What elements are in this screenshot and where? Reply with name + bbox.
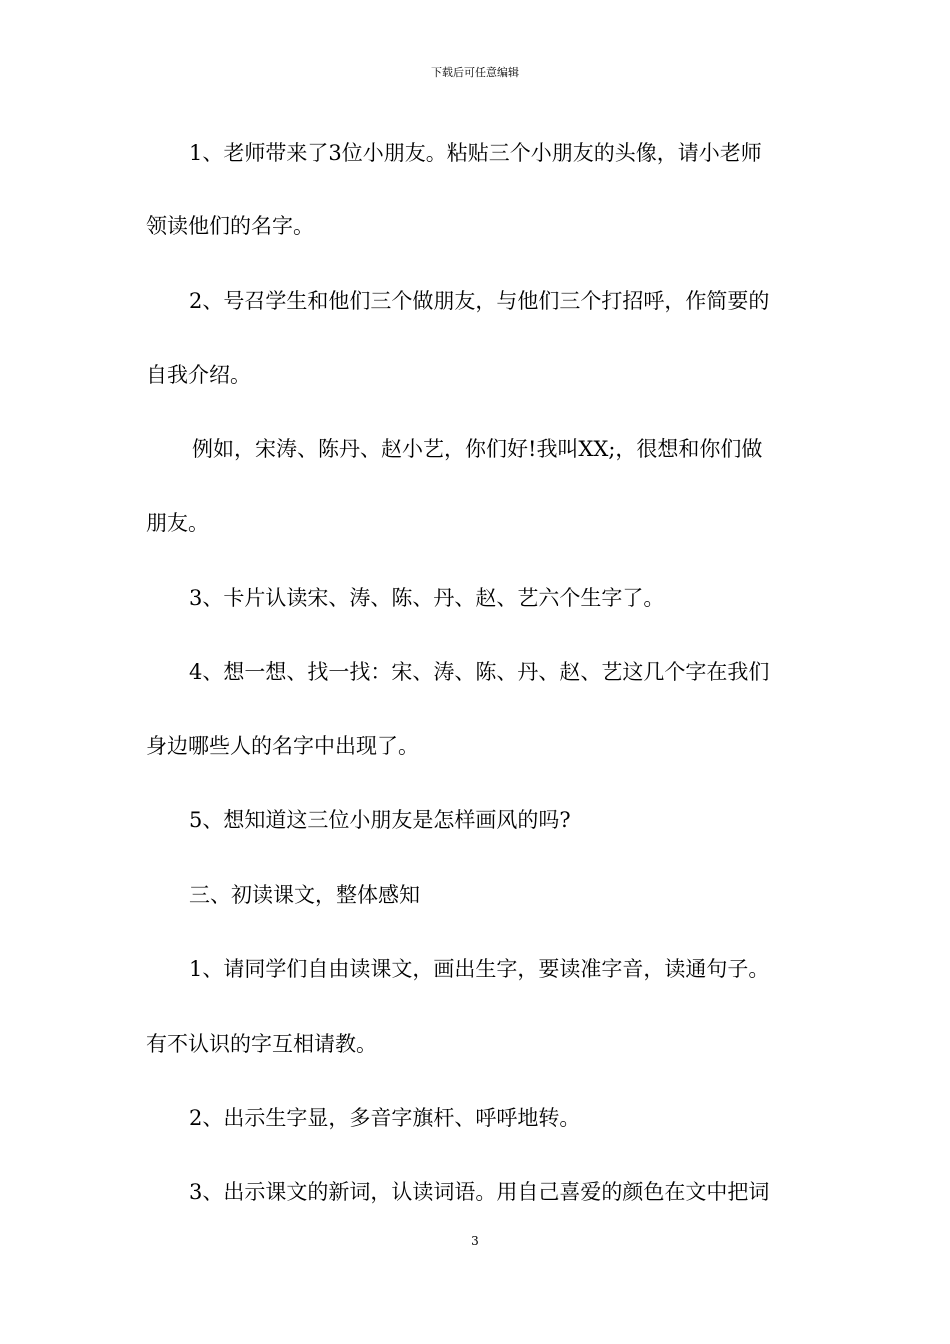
section-heading: 三、初读课文，整体感知 <box>189 883 420 907</box>
paragraph-line: 例如，宋涛、陈丹、赵小艺，你们好!我叫XX;，很想和你们做 <box>192 437 763 461</box>
paragraph-line: 1、老师带来了3位小朋友。粘贴三个小朋友的头像，请小老师 <box>189 141 762 165</box>
paragraph-line: 有不认识的字互相请教。 <box>146 1032 377 1056</box>
paragraph-line: 朋友。 <box>146 511 209 535</box>
paragraph-line: 3、出示课文的新词，认读词语。用自己喜爱的颜色在文中把词 <box>189 1180 770 1204</box>
paragraph-line: 自我介绍。 <box>146 363 251 387</box>
paragraph-line: 3、卡片认读宋、涛、陈、丹、赵、艺六个生字了。 <box>189 586 665 610</box>
paragraph-line: 1、请同学们自由读课文，画出生字，要读准字音，读通句子。 <box>189 957 770 981</box>
paragraph-line: 4、想一想、找一找：宋、涛、陈、丹、赵、艺这几个字在我们 <box>189 660 770 684</box>
paragraph-line: 2、号召学生和他们三个做朋友，与他们三个打招呼，作简要的 <box>189 289 770 313</box>
page-header: 下载后可任意编辑 <box>431 66 519 79</box>
paragraph-line: 领读他们的名字。 <box>146 214 314 238</box>
paragraph-line: 2、出示生字显，多音字旗杆、呼呼地转。 <box>189 1106 581 1130</box>
paragraph-line: 5、想知道这三位小朋友是怎样画风的吗? <box>189 808 571 832</box>
page-number: 3 <box>471 1234 479 1248</box>
paragraph-line: 身边哪些人的名字中出现了。 <box>146 734 419 758</box>
